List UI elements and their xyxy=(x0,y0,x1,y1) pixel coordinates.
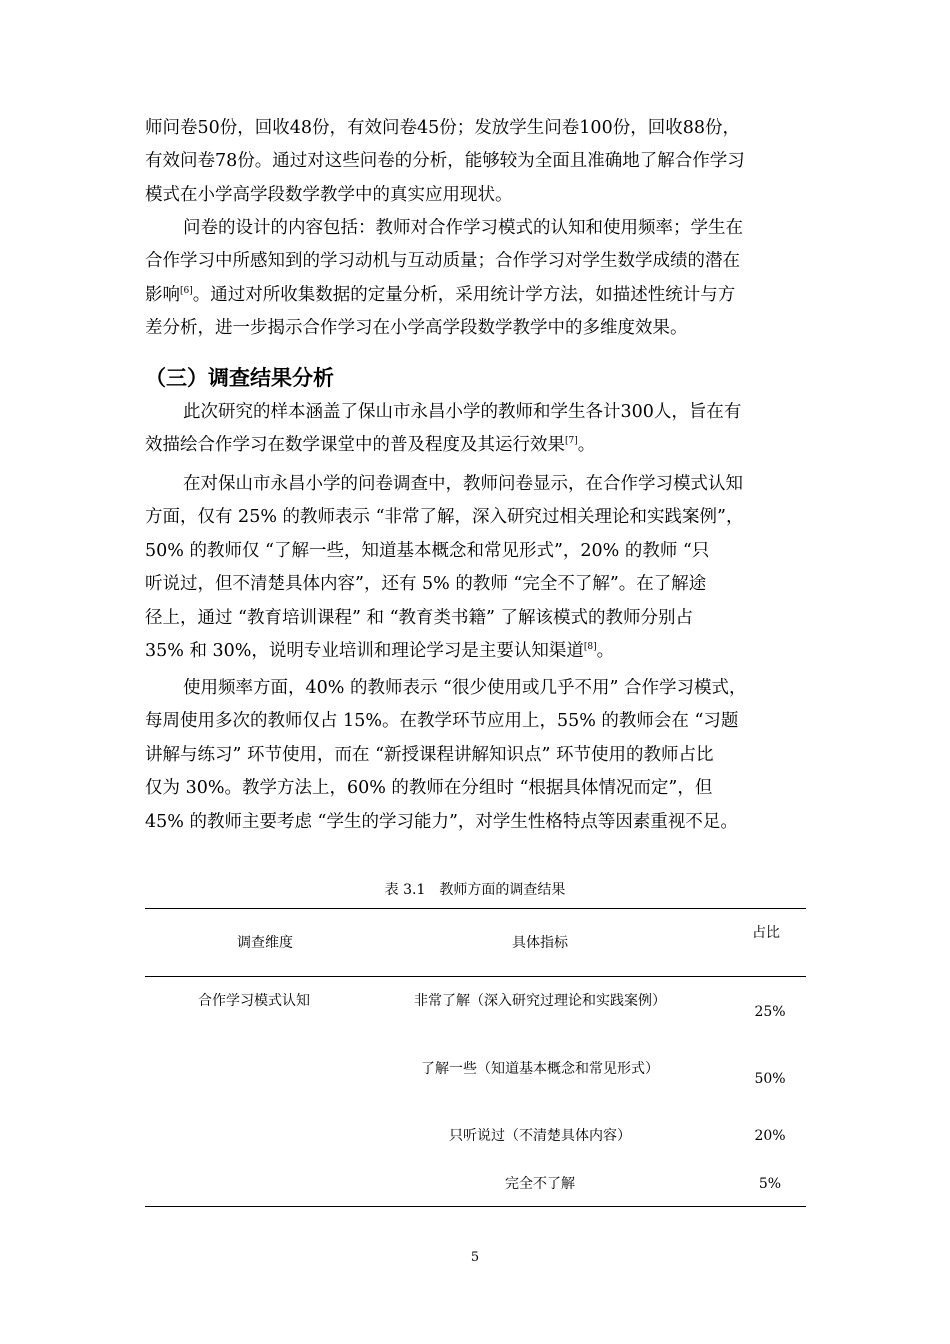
header-dimension: 调查维度 xyxy=(237,935,293,951)
text-line: 45% 的教师主要考虑 “学生的学习能力”，对学生性格特点等因素重视不足。 xyxy=(145,811,738,832)
cell-indicator: 非常了解（深入研究过理论和实践案例） xyxy=(414,993,666,1009)
text-line: 50% 的教师仅 “了解一些，知道基本概念和常见形式”，20% 的教师 “只 xyxy=(145,540,710,561)
text-line: 合作学习中所感知到的学习动机与互动质量；合作学习对学生数学成绩的潜在 xyxy=(145,251,740,272)
text-line: 使用频率方面，40% 的教师表示 “很少使用或几乎不用” 合作学习模式， xyxy=(183,678,747,698)
citation-mark: [7] xyxy=(565,436,578,447)
cell-ratio: 20% xyxy=(754,1128,786,1144)
text-line: 问卷的设计的内容包括：教师对合作学习模式的认知和使用频率；学生在 xyxy=(183,218,743,238)
header-indicator: 具体指标 xyxy=(512,935,568,951)
table-caption: 表 3.1 教师方面的调查结果 xyxy=(384,882,566,898)
header-ratio: 占比 xyxy=(752,925,780,941)
cell-ratio: 5% xyxy=(758,1176,782,1192)
cell-indicator: 只听说过（不清楚具体内容） xyxy=(449,1128,631,1144)
citation-mark: [8] xyxy=(583,642,597,653)
page-number: 5 xyxy=(470,1250,480,1265)
text-line: 此次研究的样本涵盖了保山市永昌小学的教师和学生各计300人，旨在有 xyxy=(183,402,742,422)
text-line: 差分析，进一步揭示合作学习在小学高学段数学教学中的多维度效果。 xyxy=(145,318,688,339)
text-line: 每周使用多次的教师仅占 15%。在教学环节应用上，55% 的教师会在 “习题 xyxy=(145,711,739,732)
cell-indicator: 完全不了解 xyxy=(505,1176,575,1192)
paragraph-cognition-results xyxy=(145,468,810,668)
table-bottom-rule xyxy=(145,1206,806,1207)
text-line: 讲解与练习” 环节使用，而在 “新授课程讲解知识点” 环节使用的教师占比 xyxy=(145,744,714,765)
text-line: 师问卷50份，回收48份，有效问卷45份；发放学生问卷100份，回收88份， xyxy=(145,118,740,138)
paragraph-sample xyxy=(145,396,810,463)
text-line: 模式在小学高学段数学教学中的真实应用现状。 xyxy=(145,184,513,205)
text-line: 听说过，但不清楚具体内容”，还有 5% 的教师 “完全不了解”。在了解途 xyxy=(145,574,707,595)
text-line: 方面，仅有 25% 的教师表示 “非常了解，深入研究过相关理论和实践案例”， xyxy=(145,507,744,528)
paragraph-usage-frequency xyxy=(145,672,810,839)
cell-indicator: 了解一些（知道基本概念和常见形式） xyxy=(421,1061,659,1077)
text-line: 仅为 30%。教学方法上，60% 的教师在分组时 “根据具体情况而定”，但 xyxy=(145,778,713,799)
citation-mark: [6] xyxy=(180,285,193,296)
paragraph-questionnaire-design xyxy=(145,212,810,346)
text-line: 35% 和 30%，说明专业培训和理论学习是主要认知渠道[8]。 xyxy=(145,641,615,662)
text-line: 效描绘合作学习在数学课堂中的普及程度及其运行效果[7]。 xyxy=(145,435,596,456)
text-line: 有效问卷78份。通过对这些问卷的分析，能够较为全面且准确地了解合作学习 xyxy=(145,151,745,172)
text-line: 影响[6]。通过对所收集数据的定量分析，采用统计学方法，如描述性统计与方 xyxy=(145,284,736,305)
text-line: 径上，通过 “教育培训课程” 和 “教育类书籍” 了解该模式的教师分别占 xyxy=(145,607,694,628)
table-top-rule xyxy=(145,908,806,909)
cell-ratio: 25% xyxy=(754,1004,786,1020)
text-line: 在对保山市永昌小学的问卷调查中，教师问卷显示，在合作学习模式认知 xyxy=(183,474,743,494)
table-header-rule xyxy=(145,976,806,977)
section-heading: （三）调查结果分析 xyxy=(145,366,334,390)
cell-dimension: 合作学习模式认知 xyxy=(198,993,310,1009)
cell-ratio: 50% xyxy=(754,1071,786,1087)
paragraph-questionnaire-counts xyxy=(145,112,810,212)
